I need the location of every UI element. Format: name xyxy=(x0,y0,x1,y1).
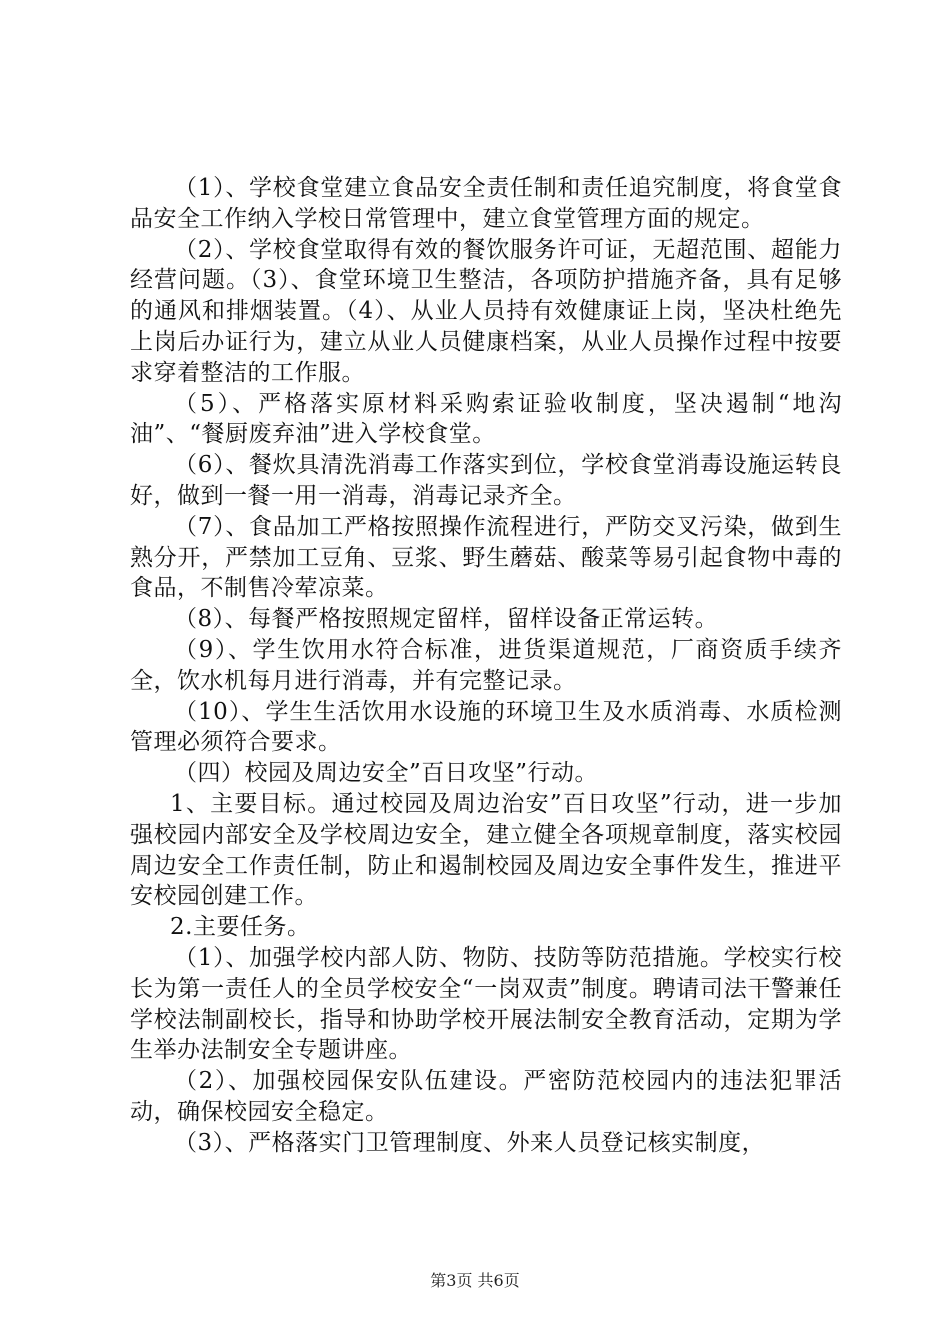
paragraph-material-procurement: （5）、严格落实原材料采购索证验收制度，坚决遏制“地沟油”、“餐厨废弃油”进入学校食堂。 xyxy=(130,390,842,448)
section-heading-campus-safety: （四）校园及周边安全”百日攻坚”行动。 xyxy=(174,760,599,787)
paragraph-canteen-license: （2）、学校食堂取得有效的餐饮服务许可证，无超范围、超能力经营问题。（3）、食堂环境卫生整洁，各项防护措施齐备，具有足够的通风和排烟装置。（4）、从业人员持有效健康证上岗，坚决杜绝先上岗后办证行为，建立从业人员健康档案，从业人员操作过程中按要求穿着整洁的工作服。 xyxy=(130,236,842,386)
page-number-footer: 第3页 共6页 xyxy=(430,1271,520,1290)
paragraph-gate-management: （3）、严格落实门卫管理制度、外来人员登记核实制度， xyxy=(174,1129,766,1156)
paragraph-food-processing: （7）、食品加工严格按照操作流程进行，严防交叉污染，做到生熟分开，严禁加工豆角、豆浆、野生蘑菇、酸菜等易引起食物中毒的食品，不制售冷荤凉菜。 xyxy=(130,513,842,602)
subheading-main-tasks: 2.主要任务。 xyxy=(170,914,311,941)
paragraph-security-team: （2）、加强校园保安队伍建设。严密防范校园内的违法犯罪活动，确保校园安全稳定。 xyxy=(130,1068,842,1125)
paragraph-tableware-disinfection: （6）、餐炊具清洗消毒工作落实到位，学校食堂消毒设施运转良好，做到一餐一用一消毒，消毒记录齐全。 xyxy=(130,452,842,509)
paragraph-internal-defense: （1）、加强学校内部人防、物防、技防等防范措施。学校实行校长为第一责任人的全员学校安全“一岗双责”制度。聘请司法干警兼任学校法制副校长，指导和协助学校开展法制安全教育活动，定期为学生举办法制安全专题讲座。 xyxy=(130,944,842,1064)
paragraph-food-sampling: （8）、每餐严格按照规定留样，留样设备正常运转。 xyxy=(174,606,719,633)
document-body xyxy=(130,173,842,1159)
paragraph-drinking-water: （9）、学生饮用水符合标准，进货渠道规范，厂商资质手续齐全，饮水机每月进行消毒，并有完整记录。 xyxy=(130,636,842,694)
paragraph-main-goal: 1、主要目标。通过校园及周边治安”百日攻坚”行动，进一步加强校园内部安全及学校周边安全，建立健全各项规章制度，落实校园周边安全工作责任制，防止和遏制校园及周边安全事件发生，推进平安校园创建工作。 xyxy=(130,790,842,910)
paragraph-water-facilities: （10）、学生生活饮用水设施的环境卫生及水质消毒、水质检测管理必须符合要求。 xyxy=(130,698,842,756)
paragraph-canteen-responsibility: （1）、学校食堂建立食品安全责任制和责任追究制度，将食堂食品安全工作纳入学校日常管理中，建立食堂管理方面的规定。 xyxy=(130,175,842,232)
